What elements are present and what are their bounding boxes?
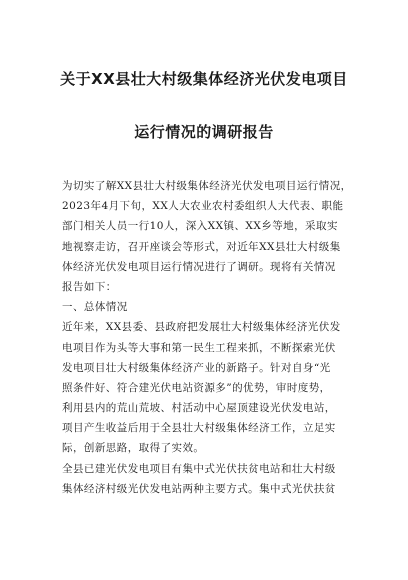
- body-line-12: 利用县内的荒山荒坡、村活动中心屋顶建设光伏发电站，: [62, 402, 336, 415]
- body-line-8: 近年来，XX县委、县政府把发展壮大村级集体经济光伏发: [62, 321, 341, 334]
- body-line-16: 集体经济村级光伏发电站两种主要方式。集中式光伏扶贫: [62, 482, 336, 495]
- body-line-1: 为切实了解XX县壮大村级集体经济光伏发电项目运行情况，: [62, 180, 352, 192]
- body-line-9: 电项目作为头等大事和第一民生工程来抓，不断探索光伏: [62, 341, 336, 354]
- body-line-6: 报告如下：: [62, 280, 117, 293]
- body-line-5: 体经济光伏发电项目运行情况进行了调研。现将有关情况: [62, 260, 336, 273]
- body-line-10: 发电项目壮大村级集体经济产业的新路子。针对自身“光: [62, 361, 331, 374]
- body-line-13: 项目产生收益后用于全县壮大村级集体经济工作，立足实: [62, 422, 336, 435]
- document-title-line-1: 关于XX县壮大村级集体经济光伏发电项目: [60, 70, 348, 88]
- body-line-15: 全县已建光伏发电项目有集中式光伏扶贫电站和壮大村级: [62, 462, 336, 475]
- body-line-3: 部门相关人员一行10人，深入XX镇、XX乡等地，采取实: [62, 220, 338, 233]
- body-line-4: 地视察走访，召开座谈会等形式，对近年XX县壮大村级集: [62, 240, 341, 253]
- body-line-2: 2023年4月下旬，XX人大农业农村委组织人大代表、职能: [62, 200, 344, 213]
- body-line-14: 际，创新思路，取得了实效。: [62, 442, 205, 455]
- document-body: [62, 176, 352, 499]
- section-heading: 一、总体情况: [62, 301, 128, 314]
- document-title-line-2: 运行情况的调研报告: [134, 123, 274, 141]
- body-line-11: 照条件好、符合建光伏电站资源多”的优势，审时度势，: [62, 381, 331, 394]
